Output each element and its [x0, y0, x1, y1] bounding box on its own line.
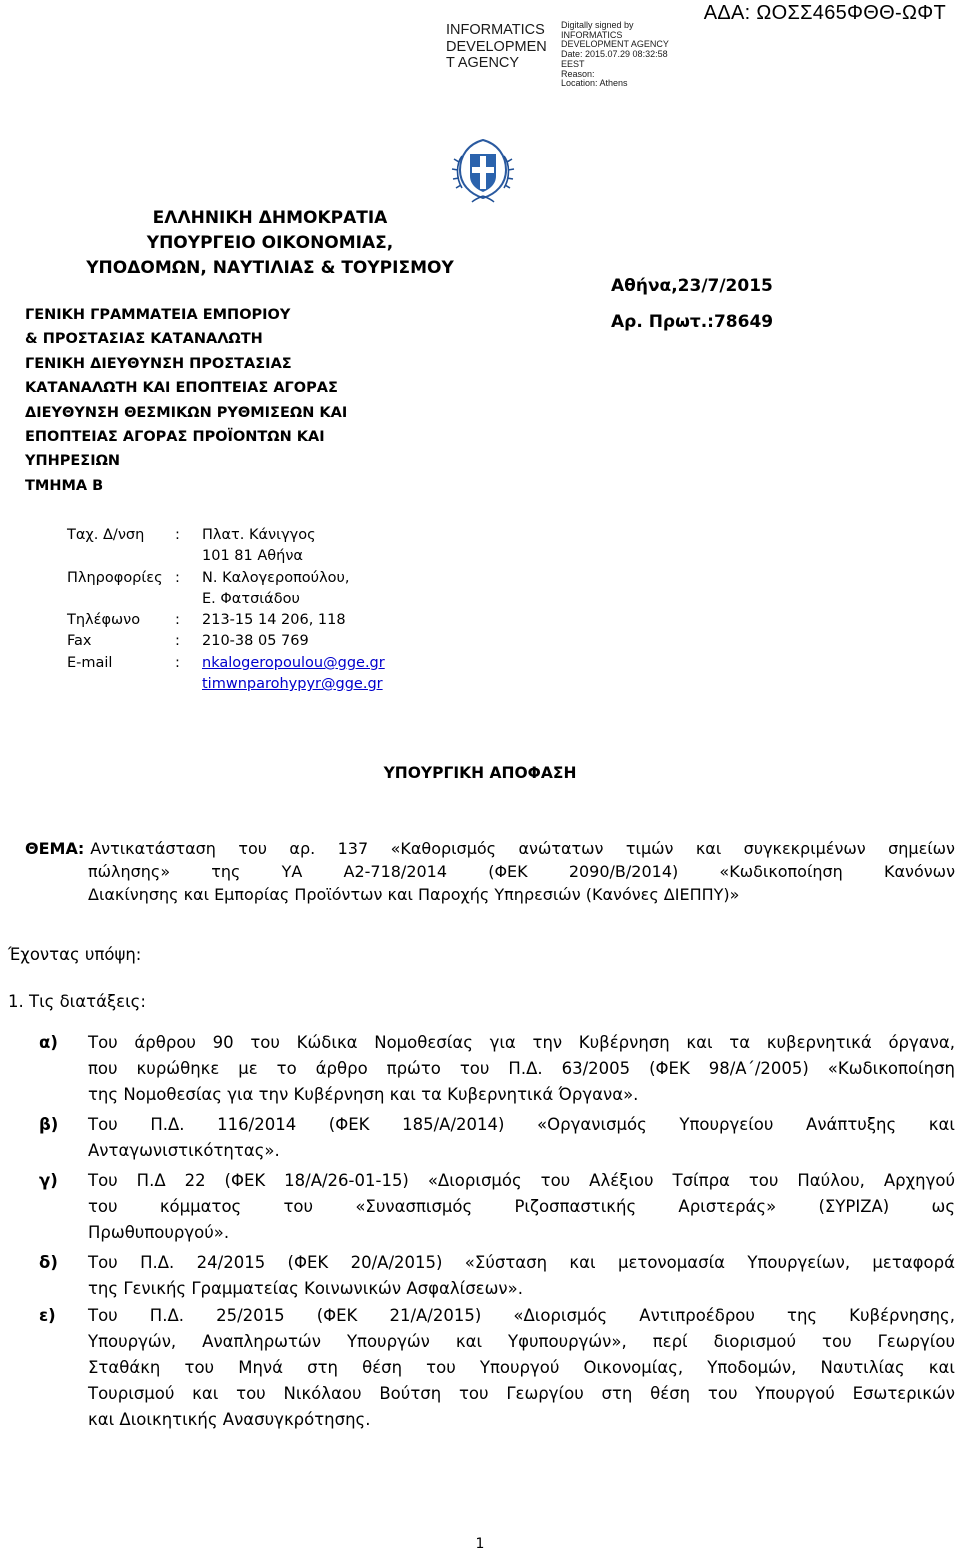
- item-line: Του Π.Δ. 116/2014 (ΦΕΚ 185/Α/2014) «Οργανισμός Υπουργείου Ανάπτυξης και: [88, 1115, 955, 1134]
- phone-label: Τηλέφωνο: [67, 612, 141, 628]
- item-marker: β): [39, 1115, 59, 1134]
- email-label: E-mail: [67, 655, 113, 671]
- address-line: Πλατ. Κάνιγγος: [202, 527, 316, 543]
- signature-detail: Reason:: [561, 68, 595, 79]
- subject-text-line: Αντικατάσταση του αρ. 137 «Καθορισμός ανώτατων τιμών και συγκεκριμένων σημείων: [90, 839, 955, 858]
- ministry-title-cont: ΥΠΟΔΟΜΩΝ, ΝΑΥΤΙΛΙΑΣ & ΤΟΥΡΙΣΜΟΥ: [86, 258, 454, 278]
- item-marker: ε): [39, 1306, 56, 1325]
- protocol-number: Αρ. Πρωτ.:78649: [611, 312, 774, 332]
- item-marker: γ): [39, 1171, 58, 1190]
- greek-coat-of-arms-icon: [448, 134, 518, 204]
- signature-org-line: T AGENCY: [446, 55, 520, 71]
- signature-detail: Digitally signed by: [561, 20, 634, 30]
- country-title: ΕΛΛΗΝΙΚΗ ΔΗΜΟΚΡΑΤΙΑ: [152, 208, 388, 228]
- department-line: ΥΠΗΡΕΣΙΩΝ: [25, 453, 121, 470]
- item-marker: δ): [39, 1253, 58, 1272]
- item-line: του κόμματος του «Συνασπισμός Ριζοσπαστικής Αριστεράς» (ΣΥΡΙΖΑ) ως: [88, 1197, 955, 1216]
- colon: :: [175, 633, 180, 649]
- ada-code: ΑΔΑ: ΩΟΣΣ465ΦΘΘ-ΩΦΤ: [703, 2, 946, 24]
- subject-text-line: Διακίνησης και Εμπορίας Προϊόντων και Παροχής Υπηρεσιών (Κανόνες ΔΙΕΠΠΥ)»: [88, 885, 740, 904]
- address-line: 101 81 Αθήνα: [202, 548, 303, 564]
- signature-detail: EEST: [561, 58, 585, 69]
- contact-block: [0, 525, 600, 705]
- fax-label: Fax: [67, 633, 92, 649]
- item-line: Τουρισμού και του Νικόλαου Βούτση του Γεωργίου στη θέση του Υπουργού Εσωτερικών: [88, 1384, 955, 1403]
- email-link[interactable]: timwnparohypyr@gge.gr: [202, 676, 383, 692]
- address-label: Ταχ. Δ/νση: [67, 527, 145, 543]
- item-line: Υπουργών, Αναπληρωτών Υπουργών και Υφυπουργών», περί διορισμού του Γεωργίου: [88, 1332, 955, 1351]
- item-line: της Νομοθεσίας για την Κυβέρνηση και τα Κυβερνητικά Όργανα».: [88, 1085, 639, 1104]
- signature-org-line: DEVELOPMEN: [446, 38, 547, 55]
- subject-line-1: [25, 837, 955, 860]
- subject-text-line: πώλησης» της ΥΑ Α2-718/2014 (ΦΕΚ 2090/Β/2014) «Κωδικοποίηση Κανόνων: [88, 862, 955, 881]
- subject-block: [25, 837, 955, 909]
- signature-details: [561, 21, 669, 89]
- info-label: Πληροφορίες: [67, 570, 163, 586]
- colon: :: [175, 570, 180, 586]
- colon: :: [175, 655, 180, 671]
- signature-org: [446, 22, 547, 72]
- fax-value: 210-38 05 769: [202, 633, 309, 649]
- item-line: Του Π.Δ. 24/2015 (ΦΕΚ 20/Α/2015) «Σύσταση και μετονομασία Υπουργείων, μεταφορά: [88, 1253, 955, 1272]
- item-line: Πρωθυπουργού».: [88, 1223, 230, 1242]
- department-line: ΚΑΤΑΝΑΛΩΤΗ ΚΑΙ ΕΠΟΠΤΕΙΑΣ ΑΓΟΡΑΣ: [25, 380, 338, 397]
- department-line: & ΠΡΟΣΤΑΣΙΑΣ ΚΑΤΑΝΑΛΩΤΗ: [25, 331, 263, 348]
- item-line: Του άρθρου 90 του Κώδικα Νομοθεσίας για την Κυβέρνηση και τα κυβερνητικά όργανα,: [88, 1033, 955, 1052]
- list-item: [0, 1250, 960, 1302]
- signature-detail: DEVELOPMENT AGENCY: [561, 39, 669, 50]
- list-item: [0, 1168, 960, 1248]
- info-line: Ν. Καλογεροπούλου,: [202, 570, 350, 586]
- item-line: Του Π.Δ. 25/2015 (ΦΕΚ 21/Α/2015) «Διορισμός Αντιπροέδρου της Κυβέρνησης,: [88, 1306, 955, 1325]
- document-date: Αθήνα,23/7/2015: [611, 276, 773, 296]
- list-item: [0, 1112, 960, 1164]
- ministry-title: ΥΠΟΥΡΓΕΙΟ ΟΙΚΟΝΟΜΙΑΣ,: [146, 233, 394, 253]
- list-item: [0, 1303, 960, 1435]
- department-line: ΤΜΗΜΑ Β: [25, 477, 104, 494]
- signature-detail: INFORMATICS: [561, 29, 623, 40]
- phone-value: 213-15 14 206, 118: [202, 612, 346, 628]
- subject-text: [90, 837, 955, 860]
- signature-detail: Date: 2015.07.29 08:32:58: [561, 49, 668, 60]
- subject-label: ΘΕΜΑ:: [25, 839, 85, 858]
- item-marker: α): [39, 1033, 58, 1052]
- list-item: [0, 1030, 960, 1110]
- item-line: Ανταγωνιστικότητας».: [88, 1141, 280, 1160]
- department-line: ΕΠΟΠΤΕΙΑΣ ΑΓΟΡΑΣ ΠΡΟΪΟΝΤΩΝ ΚΑΙ: [25, 429, 325, 446]
- decision-title: ΥΠΟΥΡΓΙΚΗ ΑΠΟΦΑΣΗ: [383, 764, 577, 782]
- item-line: Σταθάκη του Μηνά στη θέση του Υπουργού Οικονομίας, Υποδομών, Ναυτιλίας και: [88, 1358, 955, 1377]
- signature-org-line: INFORMATICS: [446, 22, 545, 38]
- item-line: της Γενικής Γραμματείας Κοινωνικών Ασφαλίσεων».: [88, 1279, 523, 1298]
- email-link[interactable]: nkalogeropoulou@gge.gr: [202, 655, 385, 671]
- page-number: 1: [475, 1536, 485, 1552]
- department-line: ΓΕΝΙΚΗ ΓΡΑΜΜΑΤΕΙΑ ΕΜΠΟΡΙΟΥ: [25, 307, 291, 323]
- colon: :: [175, 612, 180, 628]
- item-line: και Διοικητικής Ανασυγκρότησης.: [88, 1410, 371, 1429]
- considering-heading: Έχοντας υπόψη:: [8, 945, 142, 964]
- department-line: ΔΙΕΥΘΥΝΣΗ ΘΕΣΜΙΚΩΝ ΡΥΘΜΙΣΕΩΝ ΚΑΙ: [25, 404, 348, 421]
- provisions-heading: 1. Τις διατάξεις:: [8, 992, 146, 1011]
- info-line: Ε. Φατσιάδου: [202, 591, 300, 607]
- department-block: [25, 303, 347, 498]
- item-line: Του Π.Δ 22 (ΦΕΚ 18/Α/26-01-15) «Διορισμός του Αλέξιου Τσίπρα του Παύλου, Αρχηγού: [88, 1171, 955, 1190]
- signature-detail: Location: Athens: [561, 78, 628, 89]
- colon: :: [175, 527, 180, 543]
- item-line: που κυρώθηκε με το άρθρο πρώτο του Π.Δ. 63/2005 (ΦΕΚ 98/Α΄/2005) «Κωδικοποίηση: [88, 1059, 955, 1078]
- department-line: ΓΕΝΙΚΗ ΔΙΕΥΘΥΝΣΗ ΠΡΟΣΤΑΣΙΑΣ: [25, 355, 292, 372]
